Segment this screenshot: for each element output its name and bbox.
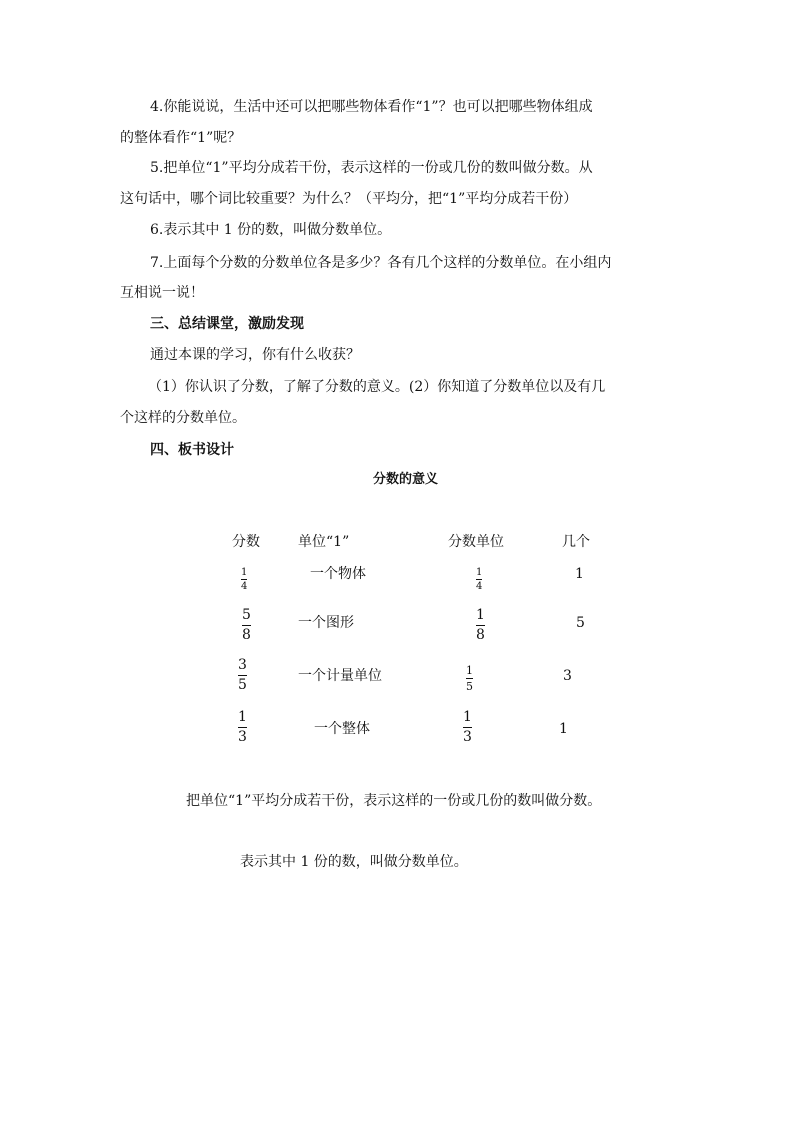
numerator: 1: [476, 607, 485, 623]
table-row-1-unit-fraction: [476, 567, 482, 592]
fraction-bar: [463, 727, 472, 728]
fraction-bar: [238, 675, 247, 676]
table-row-1-fraction: [241, 567, 247, 592]
section-3-line-3: 个这样的分数单位。: [120, 410, 246, 426]
numerator: 1: [463, 709, 472, 725]
table-row-2-unit-fraction: [476, 607, 485, 644]
table-header-unit-one: 单位“1”: [298, 534, 350, 550]
table-row-2-fraction: [242, 607, 251, 644]
denominator: 8: [476, 627, 485, 643]
section-3-line-1: 通过本课的学习，你有什么收获？: [150, 347, 360, 363]
denominator: 3: [238, 729, 247, 745]
numerator: 5: [242, 607, 251, 623]
numerator: 1: [476, 567, 483, 578]
section-4-heading: 四、板书设计: [150, 442, 234, 458]
numerator: 1: [466, 664, 473, 677]
paragraph-7-line-1: 7.上面每个分数的分数单位各是多少？各有几个这样的分数单位。在小组内: [150, 255, 612, 271]
table-row-3-fraction: [238, 657, 247, 694]
fraction-unit-definition: 表示其中 1 份的数，叫做分数单位。: [240, 854, 468, 870]
table-row-2-count: 5: [576, 615, 585, 631]
fraction-bar: [241, 579, 247, 580]
paragraph-4-line-2: 的整体看作“1”呢？: [120, 130, 242, 146]
section-3-line-2: （1）你认识了分数，了解了分数的意义。(2）你知道了分数单位以及有几: [148, 379, 606, 395]
numerator: 1: [238, 709, 247, 725]
denominator: 8: [242, 627, 251, 643]
board-title: 分数的意义: [373, 472, 439, 487]
numerator: 3: [238, 657, 247, 673]
table-row-4-unit-fraction: [463, 709, 472, 746]
table-row-4-count: 1: [559, 721, 568, 737]
fraction-bar: [238, 727, 247, 728]
denominator: 4: [241, 581, 248, 592]
paragraph-5-line-2: 这句话中，哪个词比较重要？为什么？（平均分，把“1”平均分成若干份）: [120, 191, 578, 207]
paragraph-5-line-1: 5.把单位“1”平均分成若干份，表示这样的一份或几份的数叫做分数。从: [150, 160, 593, 176]
fraction-bar: [476, 625, 485, 626]
table-row-1-count: 1: [575, 566, 584, 582]
table-row-3-unit: 一个计量单位: [298, 668, 382, 684]
fraction-bar: [466, 678, 473, 679]
section-3-heading: 三、总结课堂，激励发现: [150, 316, 304, 332]
denominator: 5: [466, 680, 473, 693]
denominator: 4: [476, 581, 483, 592]
fraction-bar: [242, 625, 251, 626]
table-row-1-unit: 一个物体: [310, 566, 366, 582]
fraction-definition: 把单位“1”平均分成若干份，表示这样的一份或几份的数叫做分数。: [186, 793, 602, 809]
table-header-fraction: 分数: [232, 534, 260, 550]
denominator: 3: [463, 729, 472, 745]
denominator: 5: [238, 677, 247, 693]
fraction-bar: [476, 579, 482, 580]
paragraph-6: 6.表示其中 1 份的数，叫做分数单位。: [150, 222, 392, 238]
paragraph-7-line-2: 互相说一说！: [120, 285, 204, 301]
table-header-fraction-unit: 分数单位: [448, 534, 504, 550]
table-row-3-count: 3: [563, 668, 572, 684]
table-row-3-unit-fraction: [466, 664, 473, 693]
table-row-2-unit: 一个图形: [298, 615, 354, 631]
table-row-4-unit: 一个整体: [314, 721, 370, 737]
numerator: 1: [241, 567, 248, 578]
table-row-4-fraction: [238, 709, 247, 746]
paragraph-4-line-1: 4.你能说说，生活中还可以把哪些物体看作“1”？也可以把哪些物体组成: [150, 99, 593, 115]
table-header-count: 几个: [562, 534, 590, 550]
